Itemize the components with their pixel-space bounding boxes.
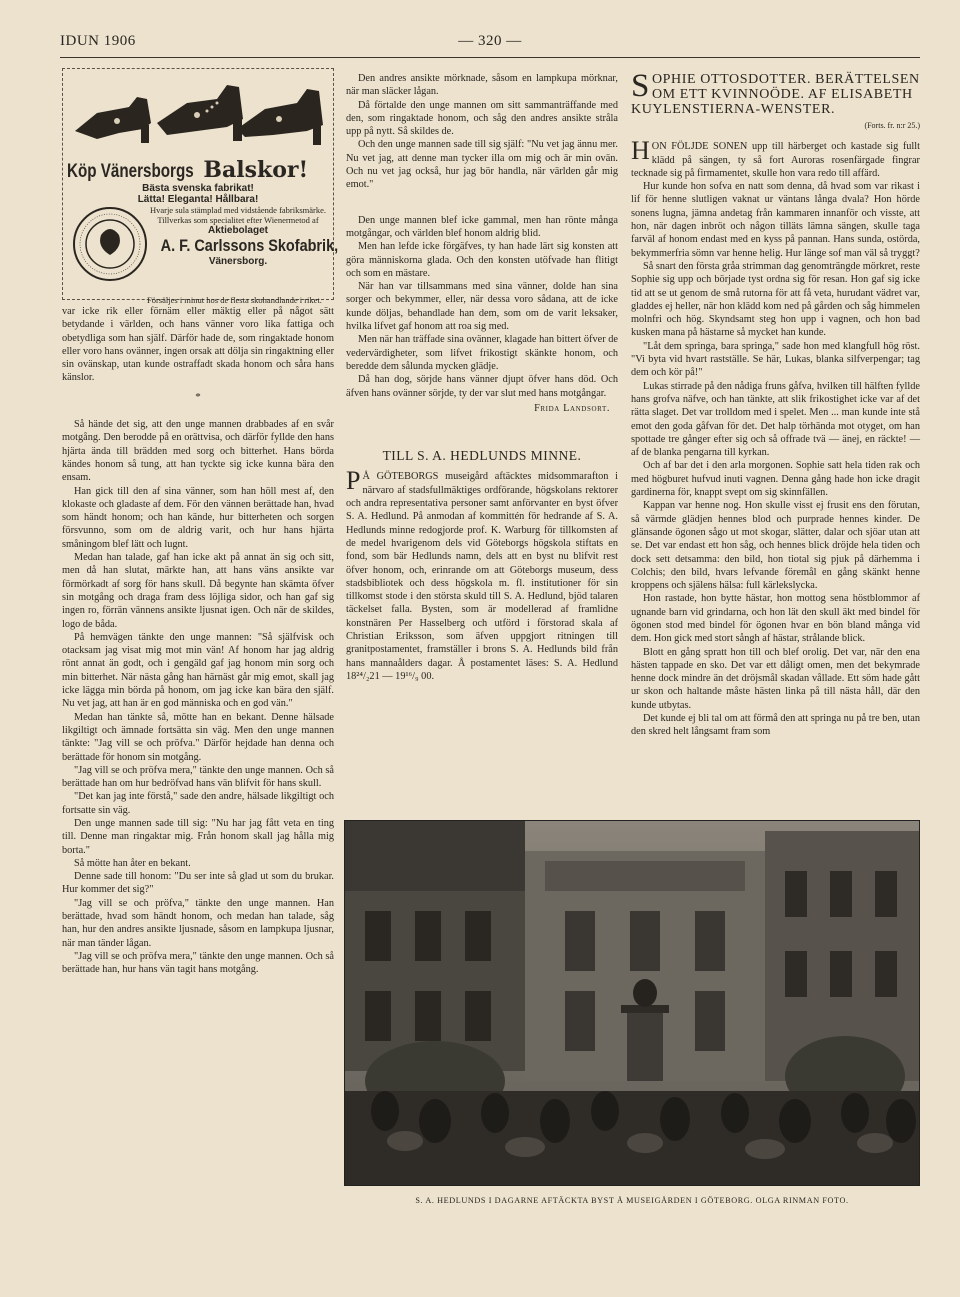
story-intro xyxy=(631,136,920,180)
header-rule xyxy=(60,57,920,58)
ad-details xyxy=(147,205,339,267)
column-1 xyxy=(62,305,334,977)
col3-paragraph: "Låt dem springa, bara springa," sade hon med klangfull hög röst. "Vi byta vid hvart rastställe. Se här, Lukas, blanka silfverpengar; tag dem och kör på!" xyxy=(631,340,920,379)
ad-line-1: Bästa svenska fabrikat! xyxy=(142,183,254,194)
ad-headline xyxy=(67,157,329,183)
drop-cap: P xyxy=(346,466,361,496)
page-header xyxy=(60,33,920,53)
col2-paragraph: Den unge mannen blef icke gammal, men han rönte många motgångar, och världen blef honom aldrig blid. xyxy=(346,214,618,239)
continued-note: (Forts. fr. n:r 25.) xyxy=(864,121,920,130)
author-signature: Frida Landsort. xyxy=(534,402,610,414)
col2-paragraph: Då förtalde den unge mannen om sitt sammanträffande med den, som ringaktade honom, och såg den andres ansikte stråla upp på nytt. Så skildes de. xyxy=(346,99,618,138)
col2-paragraph: Då han dog, sörjde hans vänner djupt öfver hans död. Och äfven hans ovänner sörjde, ty der var slut med hans motgångar. xyxy=(346,374,618,399)
museum-courtyard-photo xyxy=(344,820,920,1186)
trademark-seal-icon xyxy=(71,205,149,283)
section-separator: * xyxy=(195,390,201,403)
col1-paragraph: Så mötte han åter en bekant. xyxy=(74,857,191,869)
col2-paragraph: Men han lefde icke förgäfves, ty han hade lärt sig konsten att göra människorna glada. Och den konsten utöfvade han flitigt och som en mästare. xyxy=(346,241,618,279)
column-2 xyxy=(346,72,618,683)
ad-body xyxy=(67,205,339,295)
photo-image xyxy=(345,821,920,1186)
story-title-initial: S xyxy=(631,68,650,104)
col1-paragraph: Medan han talade, gaf han icke akt på annat än sig och sitt, men då han slutat, märkte han, att hans väns ansikte var förmörkadt af sorg för hans skull. Då begynte han skämta öfver sin motgång och draga fram dess löjliga sidor, och han gaf sig ingen ro, förrän vännens ansikte ljusnat igen. Och när de skildes, logo de båda. xyxy=(62,552,334,630)
ad-town: Vänersborg. xyxy=(208,256,268,267)
col1-paragraph: Medan han tänkte så, mötte han en bekant. Denne hälsade likgiltigt och ämnade fortsätta sin väg. Men den unge mannen tänkte: "Jag vill se och pröfva." Därför hejdade han denna och berättade för honom sin motgång. xyxy=(62,711,334,763)
col2-paragraph: När han var tillsammans med sina vänner, dolde han sina sorger och bekymmer, eller, när dessa voro sådana, att de icke kunde döljas, behandlade han dem, som om de varit leksaker, hvilka lifvet gaf honom att roa sig med. xyxy=(346,281,618,333)
col2-paragraph: Men när han träffade sina ovänner, klagade han bittert öfver de vedervärdigheter, som lifvet frikostigt skänkte honom, och beredde dem sålunda mycken glädje. xyxy=(346,334,618,372)
ad-headline-b: Balskor! xyxy=(203,157,309,183)
col3-paragraph: Blott en gång spratt hon till och blef orolig. Det var, när den ena hästen tappade en sko. Det var ett dåligt omen, men det bekymrade henne dock mindre än det dröjsmål skadan vållade. Ett söm hade gått ur skon och haltande måste hästen linka på till nästa håll, där den kunde utbytas. xyxy=(631,646,920,711)
col3-paragraph: Hur kunde hon sofva en natt som denna, då hvad som var rikast i lif för henne slutligen vaknat ur väntans långa dvala? Hon hörde sonens lugna, jämna andetag från kammaren innanför och visste, att hon, när dagen inbröt och någon tilläts lämna sängen, skulle taga farväl af honom endast med en kyss på pannan. Hans sunda, ostörda, bekymmerfria sömn var henne helig. Hur länge sof man väl så tryggt? xyxy=(631,181,920,259)
hedlund-article-text: Å GÖTEBORGS museigård aftäcktes midsommarafton i närvaro af stadsfullmäktiges ordförande, högskolans rektorer och andra representativa personer samt anförvanter en byst öfver S. A. Hedlund. På anmodan af kommittén för hedrande af S. A. Hedlunds minne redogjorde prof. K. Warburg för tillkomsten af de medel hvarigenom dels vid Göteborgs högskola stiftats en fond, som bär Hedlunds namn, dels att en byst nu blifvit rest öfver honom, och, erinrande om att Göteborgs museum, dess stadsbibliotek och dess högskola m. fl. institutioner för sin tillkomst stode i den största skuld till S. A. Hedlund, bjöd talaren täckelset falla. Bysten, som är modellerad af framlidne konstnären Per Hasselberg och utförd i förstorad skala af Christian Eriksson, som äfven uppgjort ritningen till granitpostamentet, framställer i brons S. A. Hedlunds bild från hans mannaålders dagar. Å postamentet läses: S. A. Hedlund 18²⁴/₂21 — 19¹⁶/₉ 00. xyxy=(346,471,618,682)
col2-paragraph: Och den unge mannen sade till sig själf: "Nu vet jag ännu mer. Nu vet jag, att denne man tycker illa om mig och är min ovän. Och nu vet jag också, hur jag bör handla, när världen går mig emot." xyxy=(346,139,618,191)
journal-name: IDUN 1906 xyxy=(60,33,136,49)
col3-paragraph: Det kunde ej bli tal om att förmå den att springa nu på tre ben, utan den skred helt långsamt fram som xyxy=(631,713,920,738)
col1-paragraph: var icke rik eller förnäm eller mäktig eller på något sätt betydande i världen, och hans vänner voro lika fattiga och obetydliga som han själf. Därför hade de, som ringaktade honom eller voro hans ovänner, ingen orsak att dölja sin ringaktning eller sin ovänskap, utan kunde ostraffadt skada honom och såra hans känslor. xyxy=(62,306,334,384)
col1-paragraph: "Jag vill se och pröfva mera," tänkte den unge mannen. Och så berättade han om hur bedröfvad hans vän blifvit för hans skull. xyxy=(62,764,334,790)
shoe-advertisement xyxy=(62,68,339,305)
col1-paragraph: "Jag vill se och pröfva mera," tänkte den unge mannen. Och så berättade han, hur hans vän tagit hans motgång. xyxy=(62,950,334,976)
story-title-text: OPHIE OTTOSDOTTER. BERÄTTELSEN OM ETT KVINNOÖDE. AF ELISABETH KUYLENSTIERNA-WENSTER. xyxy=(631,72,920,117)
ad-firm-name: A. F. Carlssons Skofabrik, xyxy=(160,236,339,255)
col3-paragraph: Kappan var henne nog. Hon skulle visst ej frusit ens den förutan, så värmde glädjen hennes blod och purprade hennes kinder. De glänsande ögonen sågo ut mot skogar, slätter, dalar och sjöar utan att se. Det var endast ett hon såg, och hennes blick dröjde hela tiden och dock sett detsamma: den bild, hon tiotal sig pjuk på därhemma i Colchis; den bild, hvars lefvande föremål en gång skänkt henne kroppens och själens hälsa: full kärlekslycka. xyxy=(631,500,920,592)
drop-cap: H xyxy=(631,136,650,166)
col3-paragraph: Och af bar det i den arla morgonen. Sophie satt hela tiden rak och med högburet hufvud inuti vagnen. Denna gång hade hon icke dragit gardinerna för, knappt svept om sig skinnfällen. xyxy=(631,460,920,499)
col1-paragraph: "Jag vill se och pröfva," tänkte den unge mannen. Han berättade, hvad som händt honom, och medan han talade, såg han, hur den andres ansikte ljusnade, såsom en lampkupa ljusnar, när man tänder lågan. xyxy=(62,897,334,949)
story-title xyxy=(631,68,920,117)
col1-paragraph: Så hände det sig, att den unge mannen drabbades af en svår motgång. Den berodde på en orättvisa, och därför fyllde den hans hjärta ända till brädden med sorg och bitterhet. Hans börda kändes honom så tung, att han tyckte sig icke kunna bära den ensam. xyxy=(62,419,334,484)
shoe-illustration xyxy=(67,73,329,155)
story-intro-text: ON FÖLJDE SONEN upp till härberget och kastade sig fullt klädd på sängen, ty så fort Auroras rosenfärgade fingrar tecknade sig på firmamentet, skulle hon vara redo till affärd. xyxy=(631,141,920,179)
col3-paragraph: Så snart den första gråa strimman dag genomträngde mörkret, reste Sophie sig upp och började tyst ordna sig för resan. Hon gaf sig icke tid att se ut genom de små rutorna för att få veta, hurudant vädret var, gladdes ej heller, när hon klädd kom ned på gården och såg himmelen molnfri och hög. Skyndsamt steg hon upp i vagnen, och hon bad kusken mana på hästarne så mycket han kunde. xyxy=(631,260,920,339)
ad-footnote: Försäljes i minut hos de flesta skohandlande i riket. xyxy=(147,295,322,305)
hedlund-article xyxy=(346,466,618,683)
col1-paragraph: Den unge mannen sade till sig: "Nu har jag fått veta en ting till. Denne man ringaktar mig. Från honom skall jag hålla mig borta." xyxy=(62,817,334,856)
ad-headline-a: Köp Vänersborgs xyxy=(67,161,194,182)
ad-line-5: Aktiebolaget xyxy=(207,225,268,236)
col1-paragraph: Han gick till den af sina vänner, som han höll mest af, den klokaste och gladaste af dem. För den vännen berättade han, hvad som händt honom; och han kände, hur bitterheten och sorgen försvunno, som om de aldrig varit, och hur hans hjärta småningom blef lätt och lugnt. xyxy=(62,485,334,550)
col1-paragraph: På hemvägen tänkte den unge mannen: "Så själfvisk och otacksam jag visat mig mot min vän! Af honom har jag aldrig rönt annat än godt, och i gengäld gaf jag honom min sorg och min bitterhet. När nästa gång han härnäst går mig emot, skall jag icke lägga min börda på honom, om jag icke kan bära den själf. Nu vet jag, att han är en god människa och en god vän." xyxy=(62,631,334,710)
photo-caption: S. A. HEDLUNDS I DAGARNE AFTÄCKTA BYST Å MUSEIGÅRDEN I GÖTEBORG. OLGA RINMAN FOTO. xyxy=(415,1196,849,1205)
ad-line-3: Hvarje sula stämplad med vidstående fabriksmärke. xyxy=(149,205,327,215)
col1-paragraph: Denne sade till honom: "Du ser inte så glad ut som du brukar. Hur kommer det sig?" xyxy=(62,871,334,896)
col3-paragraph: Lukas stirrade på den nådiga fruns gåfva, hvilken till hälften fyllde hans grofva näfve, och han tänkte, att slik frikostighet icke var af det rätta slaget. Det var trolldom med i spelet. Men ... man kunde inte stå emot den goda gåfvan för det. Det halp törhända mot otyget, om han spottade tre gånger efter sig och så offrade tvä — änej, en räckte! — af de blanka pengarna till kyrkan. xyxy=(631,380,920,459)
shoes-image xyxy=(67,73,329,155)
ad-line-2: Lätta! Eleganta! Hållbara! xyxy=(137,194,259,205)
col3-paragraph: Hon rastade, hon bytte hästar, hon mottog sena höstblommor af ugnande barn vid grindarna, och hon lät den skull äkt med bindel för ögonen stod med bindel för ögonen hvar en bön bland många vid dem. Hon gick med stort sångh af hästar, strålande blick. xyxy=(631,593,920,645)
page-number: — 320 — xyxy=(458,33,522,49)
ad-line-4: Tillverkas som specialitet efter Wienermetod af xyxy=(157,215,319,225)
column-3 xyxy=(631,68,920,739)
hedlund-section-title: TILL S. A. HEDLUNDS MINNE. xyxy=(382,448,582,464)
col2-paragraph: Den andres ansikte mörknade, såsom en lampkupa mörknar, när man släcker lågan. xyxy=(346,73,618,98)
col1-paragraph: "Det kan jag inte förstå," sade den andre, hälsade likgiltigt och fortsatte sin väg. xyxy=(62,791,334,816)
